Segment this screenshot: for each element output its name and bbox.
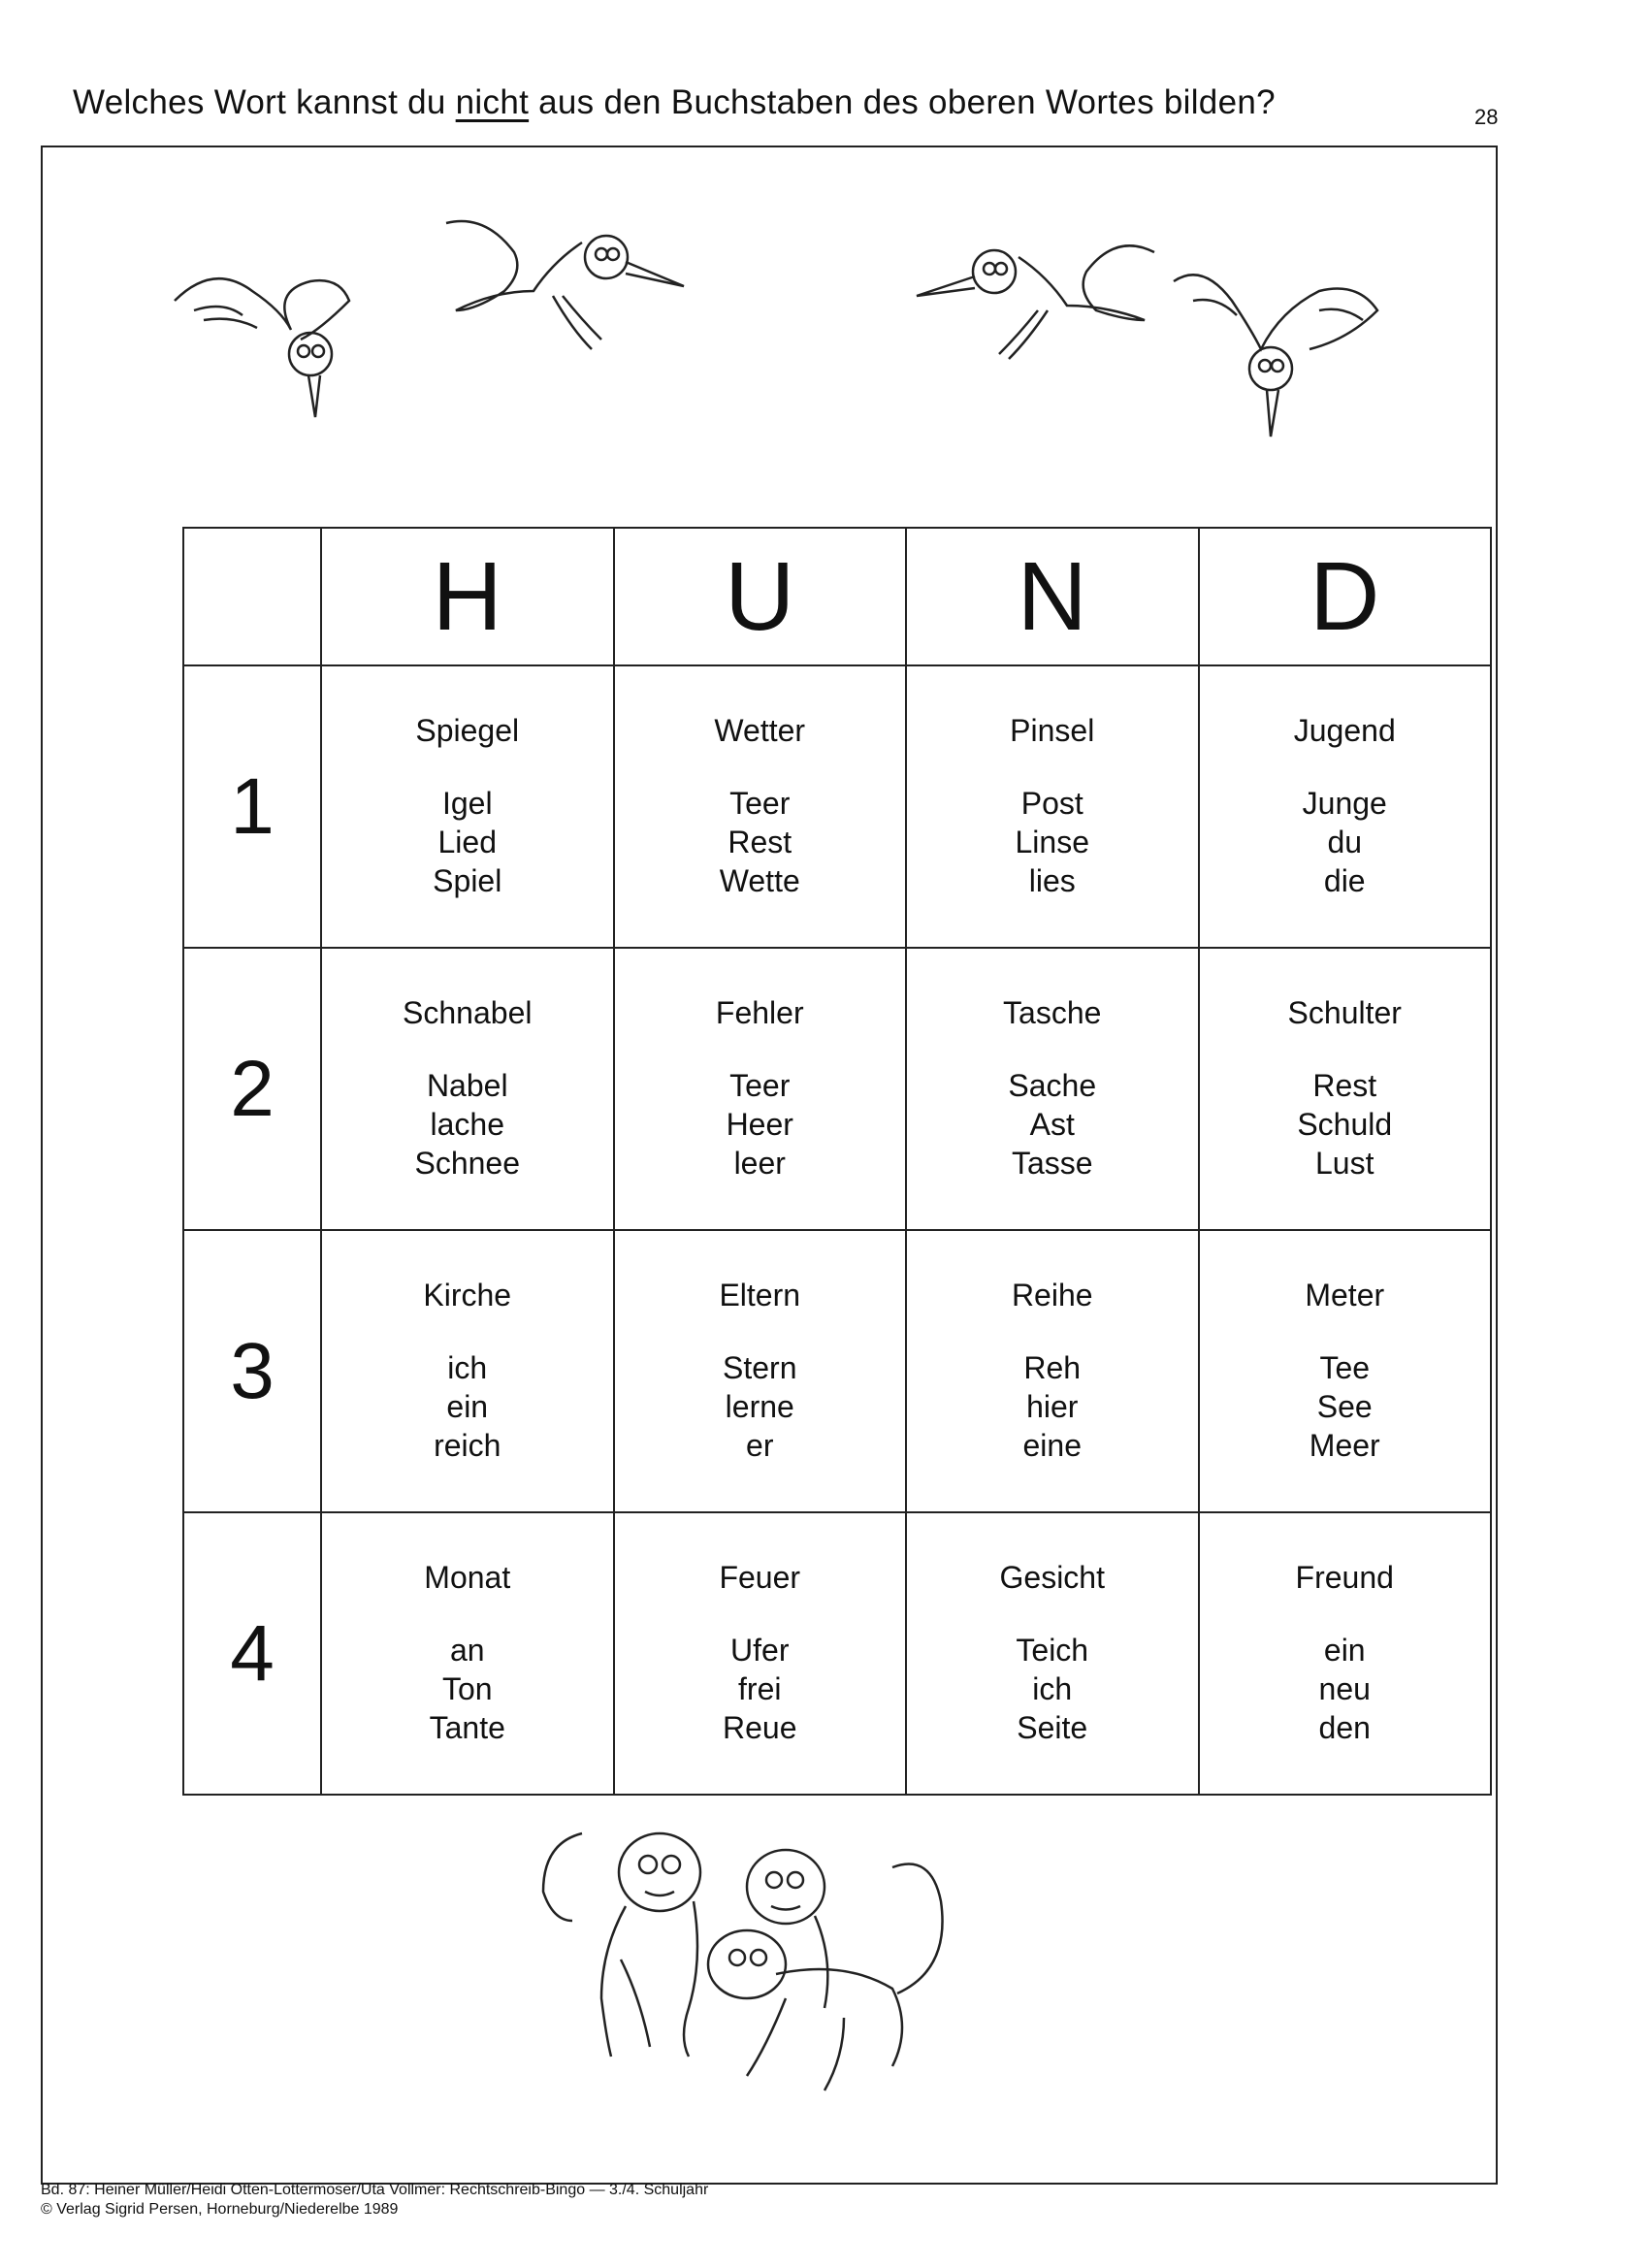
option-word: Igel xyxy=(441,786,493,821)
grid-cell xyxy=(321,665,614,948)
page-number: 28 xyxy=(1474,105,1499,129)
source-word: Fehler xyxy=(715,995,804,1030)
source-word: Pinsel xyxy=(1010,713,1095,748)
grid-row xyxy=(183,1230,1491,1512)
grid-cell xyxy=(614,1512,907,1795)
bird-1 xyxy=(175,278,349,417)
grid-row xyxy=(183,948,1491,1230)
option-word: hier xyxy=(1026,1389,1079,1424)
grid-header-row xyxy=(183,528,1491,665)
grid-cell xyxy=(1199,948,1492,1230)
row-number: 2 xyxy=(183,948,321,1230)
source-word: Reihe xyxy=(1011,1278,1093,1312)
instruction-part-2: aus den Buchstaben des oberen Wortes bilden? xyxy=(529,83,1276,121)
option-word: Rest xyxy=(728,825,792,859)
option-word: den xyxy=(1318,1710,1371,1745)
grid-row xyxy=(183,665,1491,948)
grid-cell xyxy=(321,1512,614,1795)
option-word: lache xyxy=(430,1107,504,1142)
option-word: Lust xyxy=(1315,1146,1374,1181)
option-word: Junge xyxy=(1302,786,1387,821)
source-word: Jugend xyxy=(1293,713,1396,748)
source-word: Schulter xyxy=(1287,995,1402,1030)
grid-cell xyxy=(614,665,907,948)
option-word: eine xyxy=(1022,1428,1082,1463)
bird-3 xyxy=(917,245,1154,359)
option-word: Nabel xyxy=(426,1068,508,1103)
grid-cell xyxy=(906,665,1199,948)
instruction-part-1: Welches Wort kannst du xyxy=(73,83,456,121)
option-word: lerne xyxy=(725,1389,794,1424)
option-word: Reh xyxy=(1023,1350,1082,1385)
option-word: Post xyxy=(1020,786,1083,821)
option-word: Tante xyxy=(429,1710,505,1745)
option-word: Spiel xyxy=(433,863,502,898)
birds-illustration xyxy=(155,204,1474,456)
option-word: die xyxy=(1323,863,1366,898)
option-word: Ast xyxy=(1029,1107,1075,1142)
monkeys-illustration xyxy=(524,1814,1009,2105)
instruction-text xyxy=(73,83,1276,122)
option-word: lies xyxy=(1028,863,1076,898)
option-word: Linse xyxy=(1015,825,1089,859)
source-word: Gesicht xyxy=(999,1560,1105,1595)
option-word: ein xyxy=(446,1389,489,1424)
option-word: Ufer xyxy=(730,1633,790,1668)
grid-cell xyxy=(321,948,614,1230)
source-word: Freund xyxy=(1295,1560,1394,1595)
footer-line-2: © Verlag Sigrid Persen, Horneburg/Niederelbe 1989 xyxy=(41,2201,399,2218)
row-number: 4 xyxy=(183,1512,321,1795)
option-word: Rest xyxy=(1312,1068,1377,1103)
grid-cell xyxy=(321,1230,614,1512)
grid-corner-cell xyxy=(183,528,321,665)
row-number: 3 xyxy=(183,1230,321,1512)
grid-row xyxy=(183,1512,1491,1795)
grid-cell xyxy=(614,948,907,1230)
grid-cell xyxy=(614,1230,907,1512)
grid-cell xyxy=(906,948,1199,1230)
option-word: an xyxy=(449,1633,485,1668)
option-word: frei xyxy=(738,1671,782,1706)
option-word: Schnee xyxy=(414,1146,521,1181)
option-word: Seite xyxy=(1017,1710,1088,1745)
option-word: neu xyxy=(1318,1671,1371,1706)
monkey-2 xyxy=(747,1850,827,2008)
option-word: Tee xyxy=(1319,1350,1371,1385)
column-header: N xyxy=(906,528,1199,665)
source-word: Kirche xyxy=(423,1278,512,1312)
option-word: See xyxy=(1316,1389,1373,1424)
option-word: Heer xyxy=(726,1107,793,1142)
option-word: Ton xyxy=(441,1671,493,1706)
option-word: er xyxy=(746,1428,774,1463)
option-word: Reue xyxy=(723,1710,797,1745)
instruction-underlined-word: nicht xyxy=(455,83,530,121)
grid-cell xyxy=(1199,1230,1492,1512)
column-header: D xyxy=(1199,528,1492,665)
source-word: Tasche xyxy=(1003,995,1102,1030)
option-word: ein xyxy=(1323,1633,1366,1668)
column-header: U xyxy=(614,528,907,665)
grid-cell xyxy=(1199,1512,1492,1795)
option-word: leer xyxy=(733,1146,786,1181)
source-word: Schnabel xyxy=(403,995,533,1030)
bird-4 xyxy=(1174,275,1377,437)
footer xyxy=(41,2181,708,2219)
source-word: Meter xyxy=(1305,1278,1385,1312)
grid-cell xyxy=(1199,665,1492,948)
option-word: Sache xyxy=(1008,1068,1097,1103)
option-word: Tasse xyxy=(1011,1146,1093,1181)
source-word: Monat xyxy=(424,1560,511,1595)
option-word: Teich xyxy=(1016,1633,1089,1668)
source-word: Spiegel xyxy=(415,713,520,748)
monkey-3 xyxy=(708,1864,943,2090)
monkey-1 xyxy=(543,1833,700,2057)
grid-cell xyxy=(906,1230,1199,1512)
footer-line-1: Bd. 87: Heiner Müller/Heidi Otten-Lottermoser/Uta Vollmer: Rechtschreib-Bingo — 3./4. Schuljahr xyxy=(41,2182,709,2198)
option-word: Meer xyxy=(1309,1428,1380,1463)
option-word: du xyxy=(1327,825,1363,859)
source-word: Feuer xyxy=(719,1560,801,1595)
source-word: Wetter xyxy=(714,713,806,748)
option-word: ich xyxy=(1032,1671,1073,1706)
option-word: Stern xyxy=(723,1350,797,1385)
option-word: Wette xyxy=(719,863,800,898)
option-word: Lied xyxy=(437,825,497,859)
source-word: Eltern xyxy=(719,1278,801,1312)
option-word: Teer xyxy=(729,786,791,821)
bird-2 xyxy=(446,221,684,349)
row-number: 1 xyxy=(183,665,321,948)
option-word: Schuld xyxy=(1297,1107,1393,1142)
bingo-grid xyxy=(182,527,1492,1796)
grid-cell xyxy=(906,1512,1199,1795)
column-header: H xyxy=(321,528,614,665)
option-word: Teer xyxy=(729,1068,791,1103)
option-word: ich xyxy=(447,1350,488,1385)
option-word: reich xyxy=(434,1428,501,1463)
